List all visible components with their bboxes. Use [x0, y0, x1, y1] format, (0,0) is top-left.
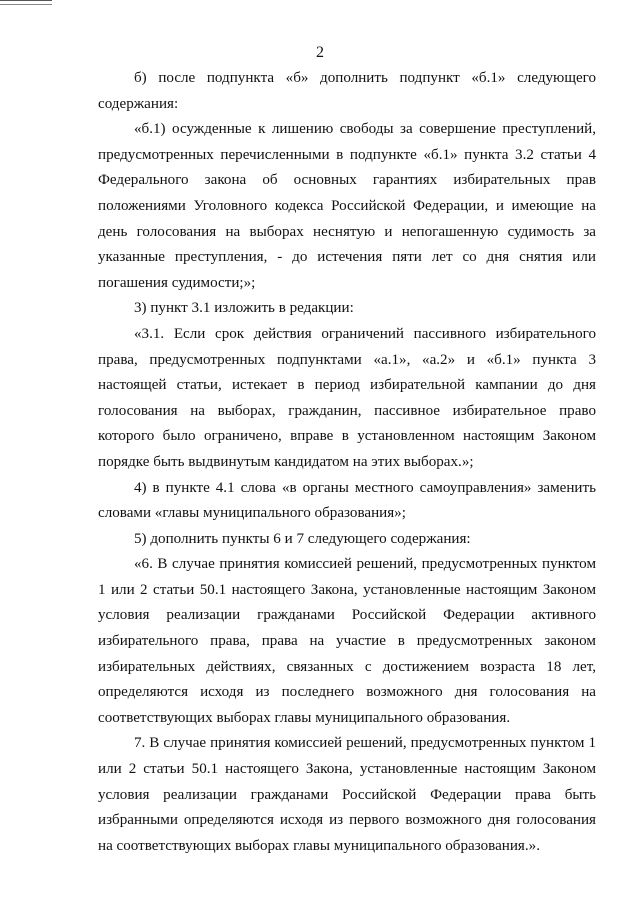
paragraph-item-5: 5) дополнить пункты 6 и 7 следующего содержания: — [134, 530, 471, 547]
page-number: 2 — [316, 44, 324, 61]
paragraph-subitem-b1-text: «б.1) осужденные к лишению свободы за совершение преступлений, предусмотренных перечисленными в подпункте «б.1» пункта 3.2 статьи 4 Федерального закона об основных гарантиях избирательных прав положениями Уголовного кодекса Российской Федерации, и имеющие на день голосования на выборах неснятую и непогашенную судимость за указанные преступления, - до истечения пяти лет со дня снятия или погашения судимости;»; — [98, 121, 596, 291]
paragraph-item-4: 4) в пункте 4.1 слова «в органы местного самоуправления» заменить словами «главы муниципального образования»; — [98, 479, 596, 522]
paragraph-point-6-text: «6. В случае принятия комиссией решений, предусмотренных пунктом 1 или 2 статьи 50.1 настоящего Закона, установленные настоящим Законом условия реализации гражданами Российской Федерации активного избирательного права, права на участие в предусмотренных законом избирательных действиях, связанных с достижением возраста 18 лет, определяются исходя из последнего возможного дня голосования на соответствующих выборах главы муниципального образования. — [98, 556, 596, 726]
scan-corner-mark — [0, 0, 52, 5]
paragraph-item-3: 3) пункт 3.1 изложить в редакции: — [134, 300, 354, 317]
document-body — [98, 66, 596, 859]
paragraph-item-b: б) после подпункта «б» дополнить подпункт «б.1» следующего содержания: — [98, 70, 596, 112]
paragraph-point-3-1-text: «3.1. Если срок действия ограничений пассивного избирательного права, предусмотренных подпунктами «а.1», «а.2» и «б.1» пункта 3 настоящей статьи, истекает в период избирательной кампании до дня голосования на выборах, гражданин, пассивное избирательное право которого было ограничено, вправе в установленном настоящим Законом порядке быть выдвинутым кандидатом на этих выборах.»; — [98, 325, 596, 470]
paragraph-point-7-text: 7. В случае принятия комиссией решений, предусмотренных пунктом 1 или 2 статьи 50.1 настоящего Закона, установленные настоящим Законом условия реализации гражданами Российской Федерации права быть избранными определяются исходя из первого возможного дня голосования на соответствующих выборах главы муниципального образования.». — [98, 735, 596, 854]
